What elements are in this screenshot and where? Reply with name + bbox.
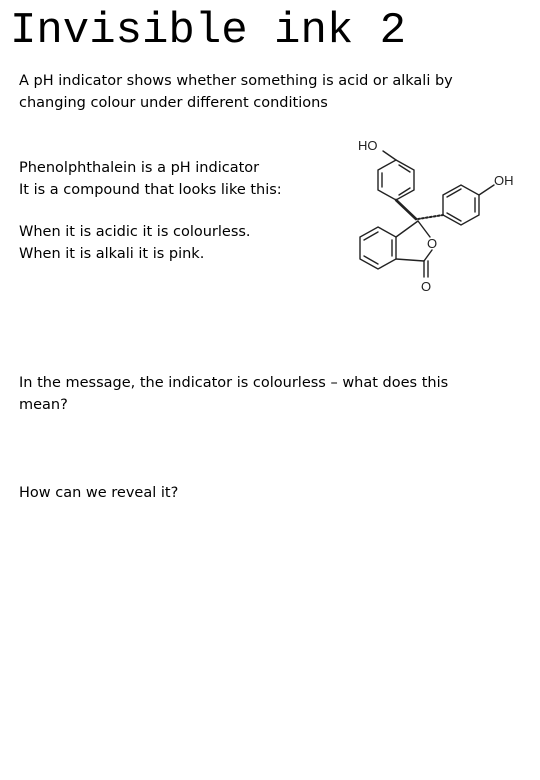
intro-paragraph	[19, 70, 519, 114]
acidic-state-text: When it is acidic it is colourless.	[19, 224, 251, 240]
question-text: In the message, the indicator is colourless – what does this mean?	[19, 375, 449, 413]
ho-label: HO	[358, 138, 378, 153]
intro-text: A pH indicator shows whether something is acid or alkali by changing colour under different conditions	[19, 73, 453, 111]
states-paragraph	[19, 221, 251, 265]
ring-oxygen-label: O	[427, 236, 438, 251]
right-phenol-ring	[443, 185, 479, 225]
phenolphthalein-structure-diagram	[348, 133, 524, 295]
carbonyl-oxygen-label: O	[421, 279, 432, 294]
page-title: Invisible ink 2	[10, 6, 407, 56]
phenolphthalein-line-2: It is a compound that looks like this:	[19, 182, 282, 198]
phenolphthalein-paragraph	[19, 157, 282, 201]
alkali-state-text: When it is alkali it is pink.	[19, 246, 205, 262]
benzene-ring	[360, 227, 396, 269]
phenolphthalein-line-1: Phenolphthalein is a pH indicator	[19, 160, 260, 176]
reveal-paragraph	[19, 482, 178, 504]
upper-phenol-ring	[378, 160, 414, 200]
oh-label: OH	[494, 173, 514, 188]
question-paragraph	[19, 372, 479, 416]
reveal-text: How can we reveal it?	[19, 485, 179, 501]
